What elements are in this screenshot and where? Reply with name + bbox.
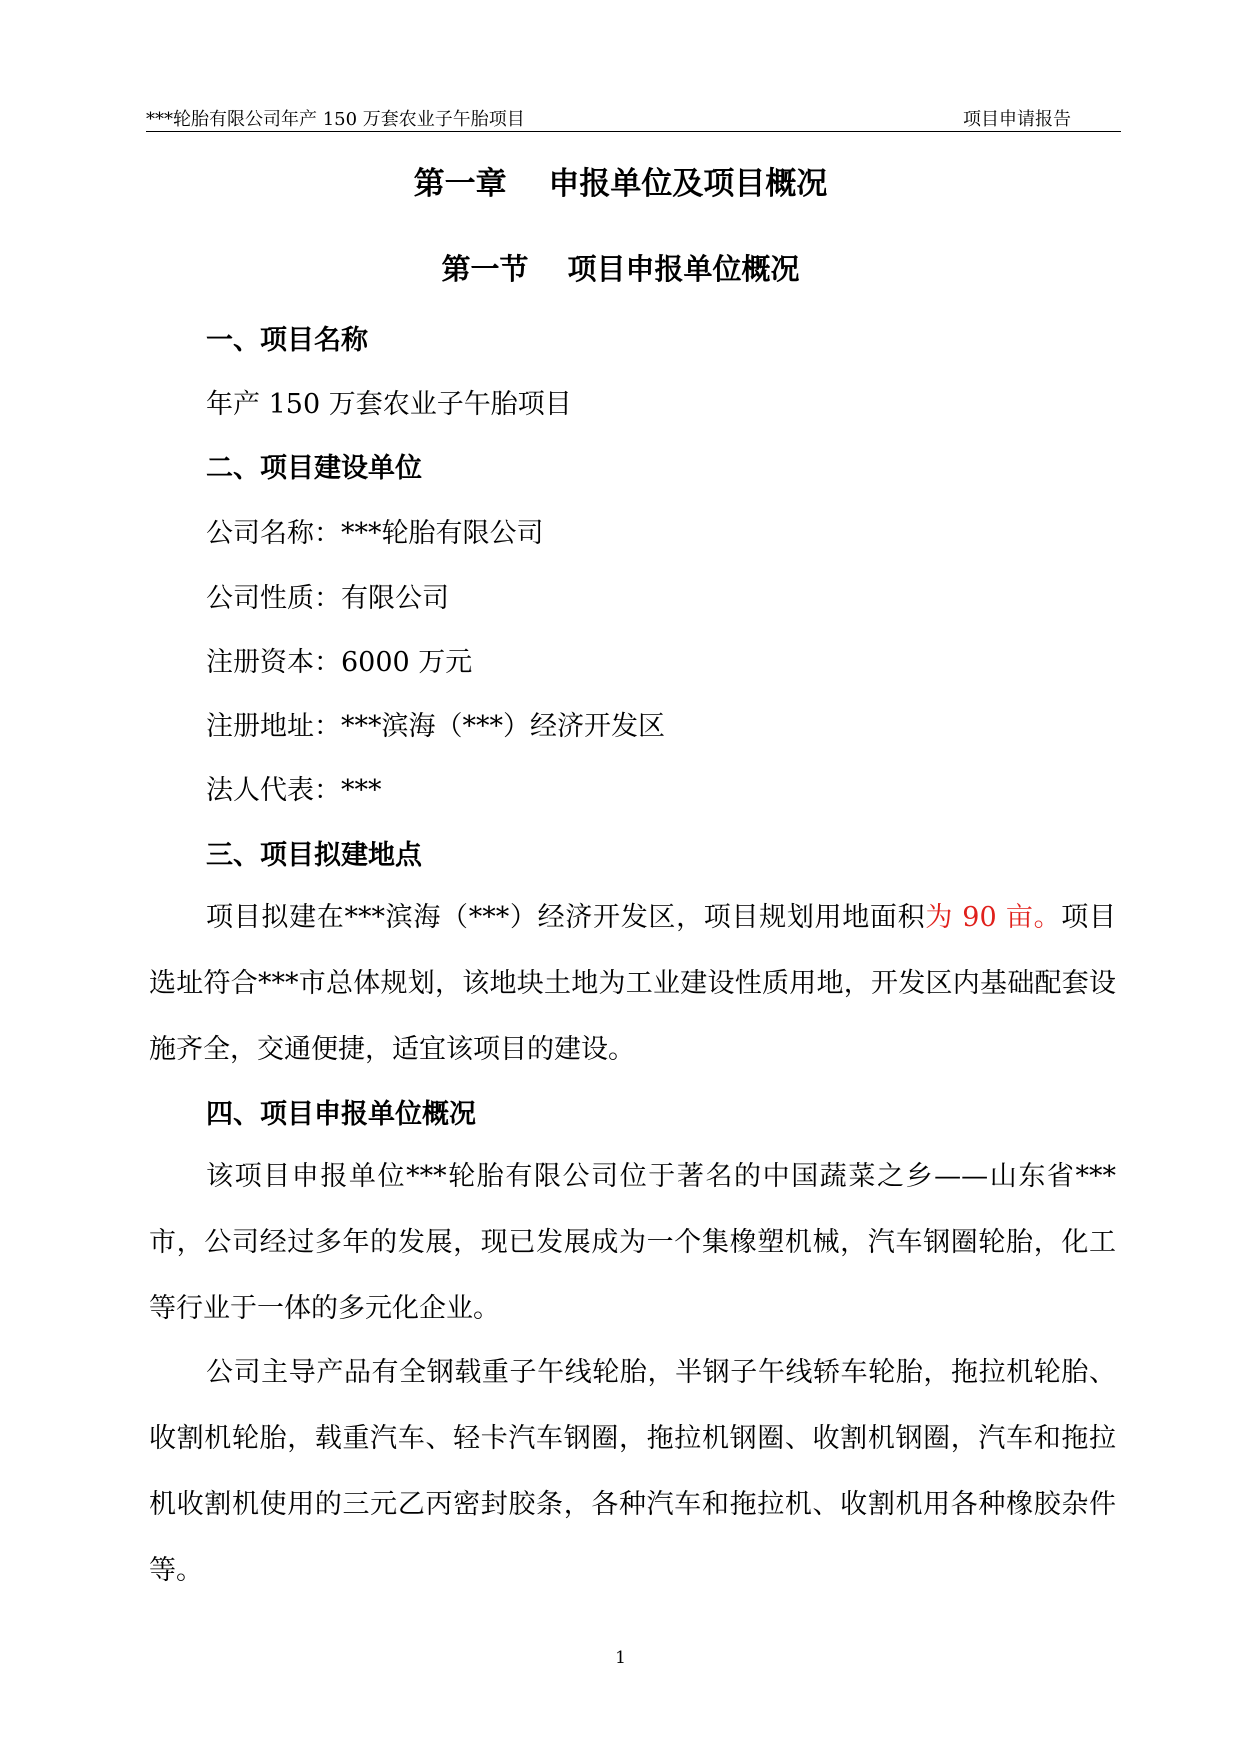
page-header — [146, 103, 1121, 132]
company-name-line: 公司名称：***轮胎有限公司 — [206, 518, 544, 549]
page-number: 1 — [615, 1648, 626, 1668]
main-products-paragraph: 公司主导产品有全钢载重子午线轮胎，半钢子午线轿车轮胎，拖拉机轮胎、收割机轮胎，载重汽车、轻卡汽车钢圈，拖拉机钢圈、收割机钢圈，汽车和拖拉机收割机使用的三元乙丙密封胶条，各种汽车和拖拉机、收割机用各种橡胶杂件等。 — [149, 1357, 1116, 1586]
location-text-part1: 项目拟建在***滨海（***）经济开发区，项目规划用地面积 — [206, 902, 926, 933]
heading-project-location: 三、项目拟建地点 — [206, 840, 422, 871]
project-location-paragraph — [149, 885, 1116, 1083]
registered-address-line: 注册地址：***滨海（***）经济开发区 — [206, 711, 665, 742]
section-title: 第一节 项目申报单位概况 — [441, 252, 800, 286]
registered-capital-line: 注册资本：6000 万元 — [206, 647, 473, 678]
legal-representative-line: 法人代表：*** — [206, 775, 382, 806]
applicant-overview-paragraph: 该项目申报单位***轮胎有限公司位于著名的中国蔬菜之乡——山东省***市，公司经过多年的发展，现已发展成为一个集橡塑机械，汽车钢圈轮胎，化工等行业于一体的多元化企业。 — [149, 1161, 1116, 1324]
location-text-part2: 项目选址符合***市总体规划，该地块土地为工业建设性质用地，开发区内基础配套设施齐全，交通便捷，适宜该项目的建设。 — [149, 902, 1116, 1065]
chapter-title: 第一章 申报单位及项目概况 — [413, 166, 828, 202]
heading-project-name: 一、项目名称 — [206, 325, 368, 356]
header-project-title: ***轮胎有限公司年产 150 万套农业子午胎项目 — [146, 109, 525, 130]
land-area-highlight: 为 90 亩。 — [925, 902, 1062, 933]
heading-construction-unit: 二、项目建设单位 — [206, 453, 422, 484]
project-name-text: 年产 150 万套农业子午胎项目 — [206, 389, 572, 420]
company-type-line: 公司性质：有限公司 — [206, 583, 449, 614]
heading-applicant-overview: 四、项目申报单位概况 — [206, 1099, 476, 1130]
header-report-type: 项目申请报告 — [963, 109, 1071, 130]
